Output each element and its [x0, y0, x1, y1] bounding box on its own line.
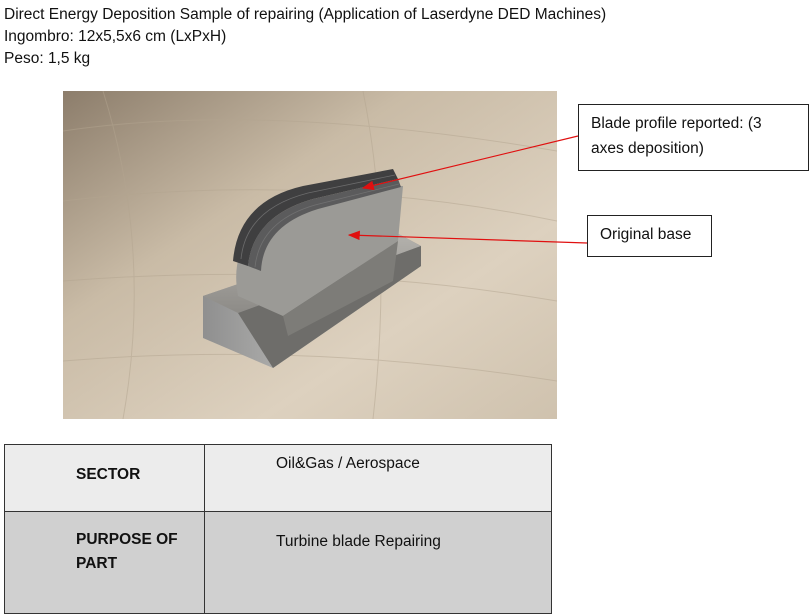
table-row [5, 512, 552, 614]
info-table [4, 444, 552, 614]
blade-profile-callout: Blade profile reported: (3 axes deposition) [578, 104, 809, 171]
table-row [5, 445, 552, 512]
purpose-value: Turbine blade Repairing [205, 512, 552, 614]
purpose-label: PURPOSE OF PART [5, 512, 205, 614]
original-base-arrow [349, 235, 587, 243]
weight-line: Peso: 1,5 kg [4, 50, 91, 67]
sector-value: Oil&Gas / Aerospace [205, 445, 552, 512]
document-title: Direct Energy Deposition Sample of repairing (Application of Laserdyne DED Machines) [4, 6, 607, 23]
original-base-callout: Original base [587, 215, 712, 257]
sector-label: SECTOR [5, 445, 205, 512]
dimensions-line: Ingombro: 12x5,5x6 cm (LxPxH) [4, 28, 227, 45]
blade-profile-arrow [363, 136, 578, 188]
